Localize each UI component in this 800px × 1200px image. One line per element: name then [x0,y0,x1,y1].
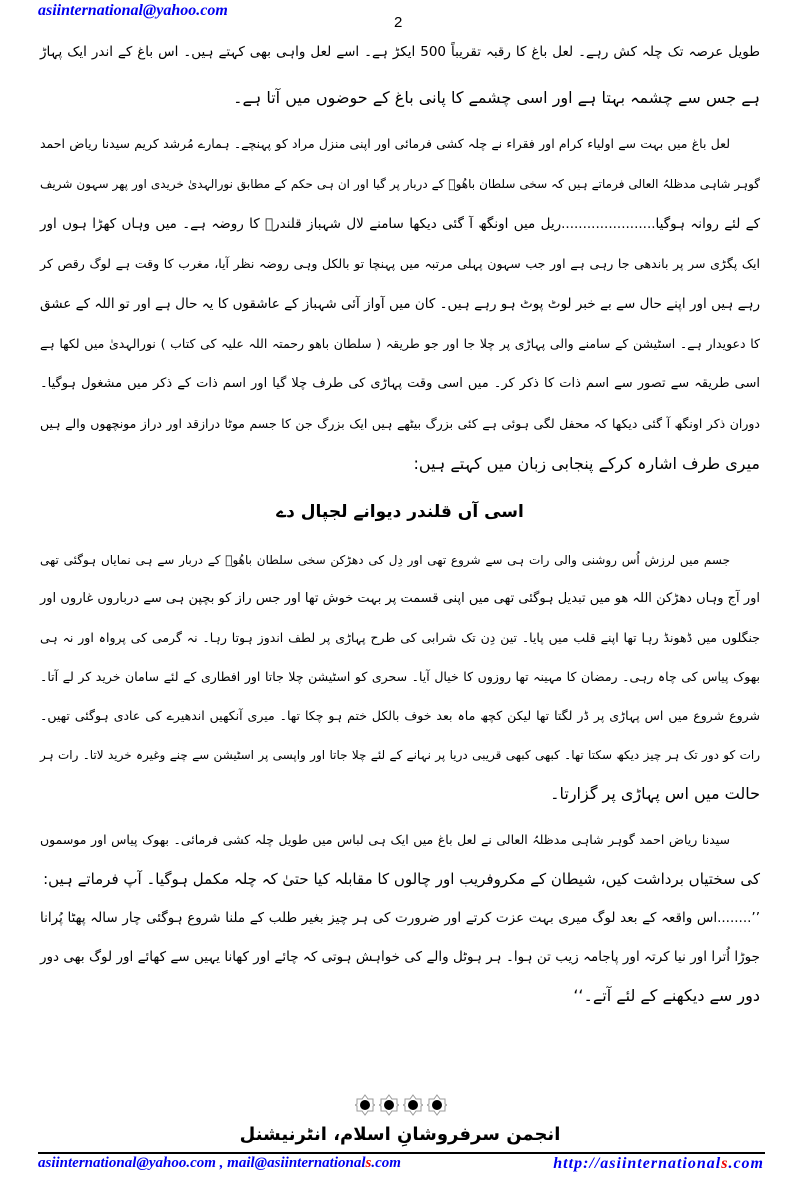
text-line: ہے جس سے چشمہ بہتا ہے اور اسی چشمے کا پانی باغ کے حوضوں میں آتا ہے۔ [233,88,760,107]
octagram-ornament-icon [403,1094,423,1116]
url-accent-letter: s [721,1155,729,1172]
email-accent-letter: s [365,1155,372,1171]
text-line: بھوک پیاس کی چاہ رہی۔ رمضان کا مہینہ تھا روزوں کا خیال آیا۔ سحری کو اسٹیشن چلا جاتا اور افطاری کے لئے سامان خرید کر لے آتا۔ [40,669,760,684]
text-line: جسم میں لرزش اُس روشنی والی رات ہی سے شروع تھی اور دِل کی دھڑکن سخی سلطان باھُوؒ کے دربار سے ہی نمایاں ہوگئی تھی [40,553,730,567]
organization-name: انجمن سرفروشانِ اسلام، انٹرنیشنل [239,1124,561,1145]
text-line: دوران ذکر اونگھ آ گئی دیکھا کہ محفل لگی ہوئی ہے کئی بزرگ بیٹھے ہیں ایک بزرگ جن کا جسم موٹا درازقد اور دراز مونچھوں والے ہیں [40,416,760,431]
ornament-row [355,1094,447,1116]
text-line: شروع شروع میں اس پہاڑی پر ڈر لگتا تھا لیکن کچھ ماہ بعد خوف بالکل ختم ہو چکا تھا۔ میری آنکھیں اندھیرے کی عادی ہوگئی تھیں۔ [40,708,760,723]
text-line: جنگلوں میں ڈھونڈ رہا تھا اپنے قلب میں پایا۔ تین دِن تک شرابی کی طرح پہاڑی پر لطف اندوز ہوتا رہا۔ نہ گرمی کی پرواہ اور نہ ہی [40,630,760,645]
text-line: رات کو دور تک ہر چیز دیکھ سکتا تھا۔ کبھی کبھی قریبی دریا پر نہانے کے لئے چلا جاتا اور واپسی پر اسٹیشن سے چنے وغیرہ خرید لاتا۔ رات ہر [40,748,760,762]
text-line: لعل باغ میں بہت سے اولیاء کرام اور فقراء نے چلہ کشی فرمائی اور اپنی منزل مراد کو پہنچے۔ ہمارے مُرشد کریم سیدنا ریاض احمد [40,136,730,151]
octagram-ornament-icon [355,1094,375,1116]
footer-email-link-2[interactable] [227,1155,401,1171]
text-line: کی سختیاں برداشت کیں، شیطان کے مکروفریب اور چالوں کا مقابلہ کیا حتیٰ کہ چلہ مکمل ہوگیا۔ آپ فرماتے ہیں: [43,870,760,888]
quote-line: جوڑا اُترا اور نیا کرتہ اور پاجامہ زیب تن ہوا۔ ہر ہوٹل والے کی خواہش ہوتی کہ چائے اور کھانا یہیں سے کھائے اور لوگ بھی دور [40,949,760,965]
footer-divider [38,1152,765,1154]
text-line: ایک پگڑی سر پر باندھی جا رہی ہے اور جب سہون پہلی مرتبہ میں پہنچا تو بالکل وہی روضہ نظر آیا، مغرب کا وقت ہے لوگ رقص کر [40,256,760,271]
text-line: اور آج وہاں دھڑکن اللہ ھو میں تبدیل ہوگئی تھی میں اپنی قسمت پر بہت خوش تھا اور جس راز کو بچپن ہی سے درباروں غاروں اور [40,591,760,606]
footer-website-link[interactable] [553,1155,764,1173]
text-line: اسی طریقہ سے تصور سے اسم ذات کا ذکر کر۔ میں اسی وقت پہاڑی کی طرف چلا گیا اور اسم ذات کے ذکر میں مشغول ہوگیا۔ [40,376,760,391]
text-line: حالت میں اس پہاڑی پر گزارتا۔ [550,784,760,803]
header-email-link[interactable]: asiinternational@yahoo.com [38,2,228,19]
text-line: کے لئے روانہ ہوگیا......................ریل میں اونگھ آ گئی دیکھا سامنے لال شہباز قلندرؒ کا روضہ ہے۔ میں وہاں کھڑا ہوں اور [40,216,760,232]
url-part: http://asiinternational [553,1155,722,1172]
octagram-ornament-icon [379,1094,399,1116]
text-line: کا دعویدار ہے۔ اسٹیشن کے سامنے والی پہاڑی پر چلا جا اور جو طریقہ ( سلطان باھو رحمتہ اللہ علیہ کی کتاب ) نورالہدیٰ میں لکھا ہے [40,336,760,351]
email-separator: , [215,1155,228,1171]
quote-line: ’’........اس واقعہ کے بعد لوگ میری بہت عزت کرتے اور ضرورت کی ہر چیز بغیر طلب کے ملنا شروع ہوگئی چار سالہ پھٹا پُرانا [40,910,760,926]
page-number: 2 [394,14,403,31]
quote-line: دور سے دیکھنے کے لئے آتے۔‘‘ [573,986,760,1005]
octagram-ornament-icon [427,1094,447,1116]
footer-emails [38,1155,401,1172]
text-line: سیدنا ریاض احمد گوہر شاہی مدظلہُ العالی نے لعل باغ میں ایک ہی لباس میں طویل چلہ کشی فرمائی۔ بھوک پیاس اور موسموں [40,832,730,847]
text-line: میری طرف اشارہ کرکے پنجابی زبان میں کہتے ہیں: [413,454,760,473]
url-part: .com [728,1155,764,1172]
verse-heading: اسی آں قلندر دیوانے لجپال دے [276,502,524,522]
footer-email-link[interactable]: asiinternational@yahoo.com [38,1155,216,1171]
email-part: mail@asiinternational [227,1155,366,1171]
email-part: .com [371,1155,401,1171]
text-line: طویل عرصہ تک چلہ کش رہے۔ لعل باغ کا رقبہ تقریباً 500 ایکڑ ہے۔ اسے لعل واہی بھی کہتے ہیں۔ اس باغ کے اندر ایک پہاڑ [40,44,760,60]
text-line: گوہر شاہی مدظلہُ العالی فرماتے ہیں کہ سخی سلطان باھُوؒ کے دربار پر گیا اور ان ہی حکم کے مطابق نورالہدیٰ خریدی اور پھر سہون شریف [40,177,760,191]
text-line: رہے ہیں اور اپنے حال سے بے خبر لوٹ پوٹ ہو رہے ہیں۔ کان میں آواز آئی شہباز کے عاشقوں کا یہ حال ہے اور تو اللہ کے عشق [40,296,760,312]
